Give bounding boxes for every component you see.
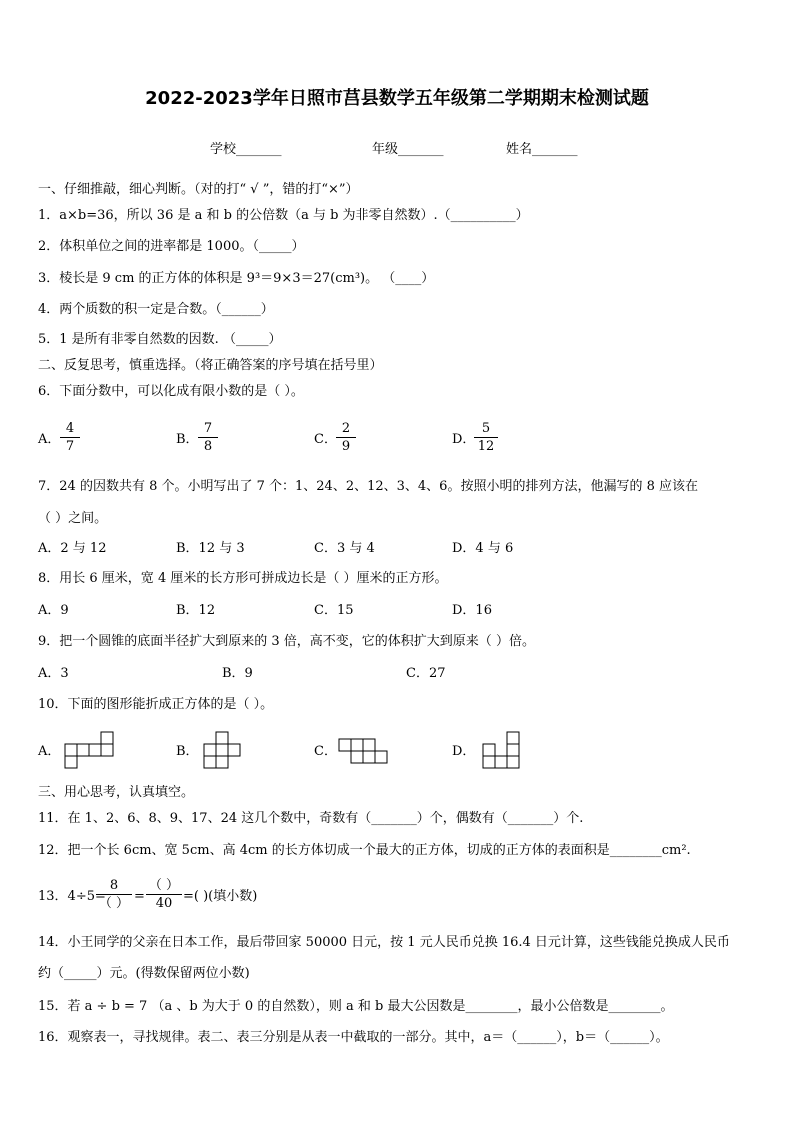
grade-field[interactable]: 年级_______ bbox=[372, 142, 444, 157]
q8-option-d: D．16 bbox=[452, 603, 492, 618]
q13-prefix: 13．4÷5= bbox=[38, 889, 106, 904]
q13-suffix: =( )(填小数) bbox=[183, 889, 258, 904]
fraction-bar bbox=[146, 894, 182, 895]
q8-option-b: B．12 bbox=[176, 603, 216, 618]
q13-fraction-1 bbox=[96, 878, 132, 911]
q7-option-d: D．4 与 6 bbox=[452, 541, 514, 556]
fraction-bar bbox=[198, 437, 218, 438]
fraction-denominator: （ ） bbox=[98, 896, 130, 911]
question-6: 6．下面分数中，可以化成有限小数的是（ ）。 bbox=[38, 384, 304, 399]
question-16: 16．观察表一，寻找规律。表二、表三分别是从表一中截取的一部分。其中，a＝（______），b＝（______）。 bbox=[38, 1030, 669, 1045]
fraction-denominator: 9 bbox=[341, 439, 351, 454]
question-7-line-2: （ ）之间。 bbox=[38, 511, 108, 526]
q8-option-c: C．15 bbox=[314, 603, 354, 618]
name-field[interactable]: 姓名_______ bbox=[506, 142, 578, 157]
page-title: 2022-2023学年日照市莒县数学五年级第二学期期末检测试题 bbox=[145, 88, 649, 109]
q10-option-c-letter: C． bbox=[314, 744, 337, 759]
q7-option-c: C．3 与 4 bbox=[314, 541, 375, 556]
q9-option-a: A．3 bbox=[38, 666, 69, 681]
question-4: 4．两个质数的积一定是合数。（______） bbox=[38, 302, 274, 317]
fraction-bar bbox=[96, 894, 132, 895]
question-10: 10．下面的图形能折成正方体的是（ ）。 bbox=[38, 697, 274, 712]
q6-option-d-fraction bbox=[474, 421, 498, 454]
fraction-denominator: 8 bbox=[203, 439, 213, 454]
fraction-bar bbox=[336, 437, 356, 438]
q6-option-a-fraction bbox=[60, 421, 80, 454]
fraction-denominator: 40 bbox=[155, 896, 173, 911]
question-15: 15．若 a ÷ b = 7 （a 、b 为大于 0 的自然数），则 a 和 b 最大公因数是________，最小公倍数是________。 bbox=[38, 999, 674, 1014]
question-11: 11．在 1、2、6、8、9、17、24 这几个数中，奇数有（_______）个，偶数有（_______）个. bbox=[38, 811, 584, 826]
q6-option-c-fraction bbox=[336, 421, 356, 454]
q10-option-c-cube-net bbox=[338, 738, 392, 766]
q9-option-b: B．9 bbox=[222, 666, 253, 681]
fraction-numerator: 8 bbox=[109, 878, 119, 893]
q7-option-a: A．2 与 12 bbox=[38, 541, 107, 556]
q6-option-b-letter: B． bbox=[176, 432, 199, 447]
fraction-numerator: 7 bbox=[203, 421, 213, 436]
q10-option-d-cube-net bbox=[482, 731, 522, 771]
section-1-heading: 一、仔细推敲，细心判断。（对的打“ √ ”，错的打“×”） bbox=[38, 182, 359, 197]
fraction-numerator: （ ） bbox=[148, 878, 180, 893]
fraction-bar bbox=[474, 437, 498, 438]
q13-fraction-2 bbox=[146, 878, 182, 911]
fraction-numerator: 2 bbox=[341, 421, 351, 436]
section-2-heading: 二、反复思考，慎重选择。（将正确答案的序号填在括号里） bbox=[38, 358, 383, 373]
fraction-numerator: 5 bbox=[481, 421, 491, 436]
q10-option-b-letter: B． bbox=[176, 744, 199, 759]
fraction-denominator: 12 bbox=[477, 439, 495, 454]
question-14-line-1: 14．小王同学的父亲在日本工作，最后带回家 50000 日元，按 1 元人民币兑换 16.4 日元计算，这些钱能兑换成人民币 bbox=[38, 935, 730, 950]
q10-option-a-cube-net bbox=[64, 731, 116, 769]
question-12: 12．把一个长 6cm、宽 5cm、高 4cm 的长方体切成一个最大的正方体，切成的正方体的表面积是________cm². bbox=[38, 843, 691, 858]
question-8: 8．用长 6 厘米，宽 4 厘米的长方形可拼成边长是（ ）厘米的正方形。 bbox=[38, 571, 448, 586]
question-1: 1．a×b=36，所以 36 是 a 和 b 的公倍数（a 与 b 为非零自然数）.（__________） bbox=[38, 208, 529, 223]
question-2: 2．体积单位之间的进率都是 1000。（_____） bbox=[38, 239, 305, 254]
school-field[interactable]: 学校_______ bbox=[210, 142, 282, 157]
section-3-heading: 三、用心思考，认真填空。 bbox=[38, 785, 195, 800]
fraction-denominator: 7 bbox=[65, 439, 75, 454]
question-14-line-2: 约（_____）元。(得数保留两位小数) bbox=[38, 966, 250, 981]
question-7-line-1: 7．24 的因数共有 8 个。小明写出了 7 个：1、24、2、12、3、4、6。按照小明的排列方法，他漏写的 8 应该在 bbox=[38, 479, 698, 494]
q7-option-b: B．12 与 3 bbox=[176, 541, 245, 556]
q13-equals: = bbox=[134, 889, 145, 904]
q10-option-d-letter: D． bbox=[452, 744, 476, 759]
q10-option-b-cube-net bbox=[203, 731, 243, 771]
q6-option-c-letter: C． bbox=[314, 432, 337, 447]
q10-option-a-letter: A． bbox=[38, 744, 61, 759]
fraction-numerator: 4 bbox=[65, 421, 75, 436]
q6-option-b-fraction bbox=[198, 421, 218, 454]
question-3: 3．棱长是 9 cm 的正方体的体积是 9³＝9×3＝27(cm³)。 （____） bbox=[38, 271, 435, 286]
question-9: 9．把一个圆锥的底面半径扩大到原来的 3 倍，高不变，它的体积扩大到原来（ ）倍。 bbox=[38, 634, 535, 649]
q6-option-d-letter: D． bbox=[452, 432, 476, 447]
fraction-bar bbox=[60, 437, 80, 438]
q8-option-a: A．9 bbox=[38, 603, 69, 618]
question-5: 5．1 是所有非零自然数的因数. （_____） bbox=[38, 332, 282, 347]
q9-option-c: C．27 bbox=[406, 666, 446, 681]
q6-option-a-letter: A． bbox=[38, 432, 61, 447]
